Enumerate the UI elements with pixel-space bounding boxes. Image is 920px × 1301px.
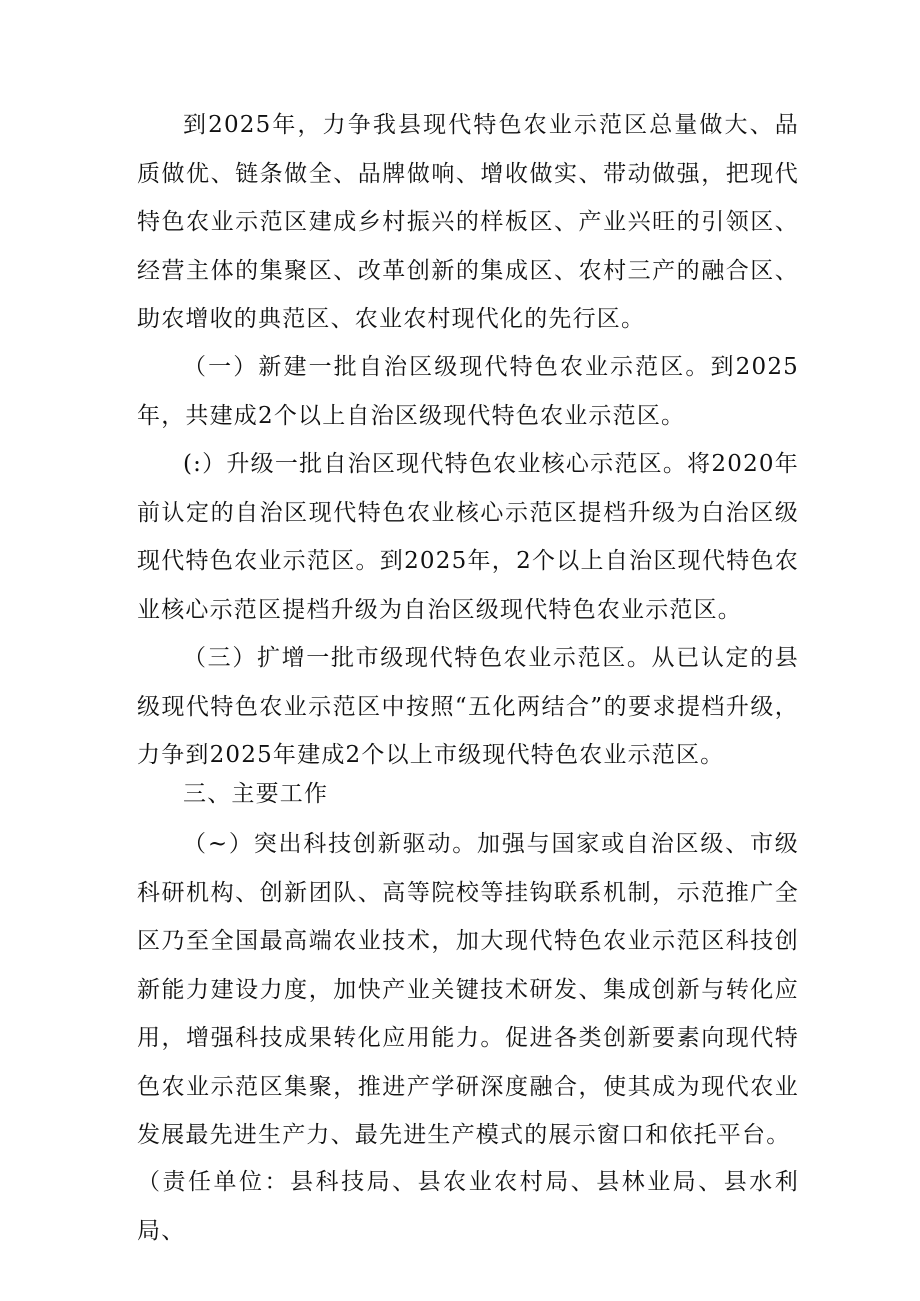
paragraph-responsible-units: （责任单位：县科技局、县农业农村局、县林业局、县水利局、 — [137, 1169, 799, 1244]
section-heading-main-work: 三、主要工作 — [183, 781, 329, 807]
paragraph-goal-2025: 到2025年，力争我县现代特色农业示范区总量做大、品质做优、链条做全、品牌做响、增收做实、带动做强，把现代特色农业示范区建成乡村振兴的样板区、产业兴旺的引领区、经营主体的集聚区、改革创新的集成区、农村三产的融合区、助农增收的典范区、农业农村现代化的先行区。 — [137, 112, 799, 332]
paragraph-item-2: (:）升级一批自治区现代特色农业核心示范区。将2020年前认定的自治区现代特色农业核心示范区提档升级为白治区级现代特色农业示范区。到2025年，2个以上自治区现代特色农业核心示范区提档升级为自治区级现代特色农业示范区。 — [137, 451, 799, 623]
paragraph-item-1: （一）新建一批自治区级现代特色农业示范区。到2025年，共建成2个以上自治区级现代特色农业示范区。 — [137, 354, 799, 429]
paragraph-tech-innovation: （~）突出科技创新驱动。加强与国家或自治区级、市级科研机构、创新团队、高等院校等挂钩联系机制，示范推广全区乃至全国最高端农业技术，加大现代特色农业示范区科技创新能力建设力度，加快产业关键技术研发、集成创新与转化应用，增强科技成果转化应用能力。促进各类创新要素向现代特色农业示范区集聚，推进产学研深度融合，使其成为现代农业发展最先进生产力、最先进生产模式的展示窗口和依托平台。 — [137, 831, 799, 1148]
paragraph-item-3: （三）扩增一批市级现代特色农业示范区。从已认定的县级现代特色农业示范区中按照“五化两结合”的要求提档升级，力争到2025年建成2个以上市级现代特色农业示范区。 — [137, 645, 799, 768]
